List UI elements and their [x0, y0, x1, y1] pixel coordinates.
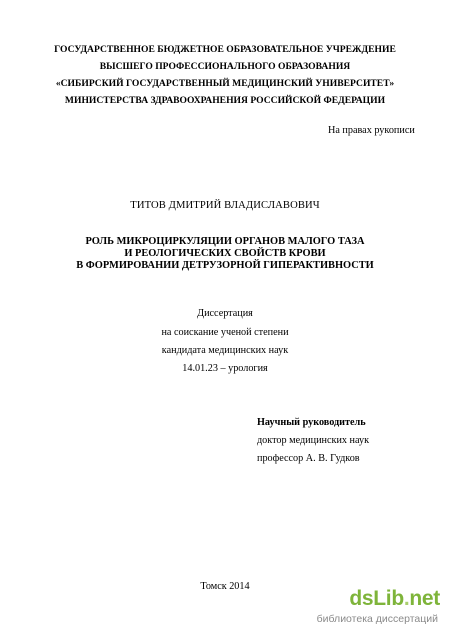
author-name: ТИТОВ ДМИТРИЙ ВЛАДИСЛАВОВИЧ	[130, 200, 320, 211]
city-year: Томск 2014	[200, 581, 250, 592]
institution-line-1: ГОСУДАРСТВЕННОЕ БЮДЖЕТНОЕ ОБРАЗОВАТЕЛЬНОЕ УЧРЕЖДЕНИЕ	[54, 44, 396, 55]
watermark-subtitle: библиотека диссертаций	[316, 613, 438, 625]
title-line-2: И РЕОЛОГИЧЕСКИХ СВОЙСТВ КРОВИ	[124, 248, 326, 259]
supervisor-label: Научный руководитель	[257, 417, 366, 428]
logo-brand-main: dsLib	[349, 587, 404, 610]
title-line-1: РОЛЬ МИКРОЦИРКУЛЯЦИИ ОРГАНОВ МАЛОГО ТАЗА	[85, 236, 365, 247]
institution-line-4: МИНИСТЕРСТВА ЗДРАВООХРАНЕНИЯ РОССИЙСКОЙ ФЕДЕРАЦИИ	[64, 95, 386, 106]
logo-brand-dot: .	[403, 587, 410, 610]
dissertation-degree-line: на соискание ученой степени	[161, 327, 289, 338]
watermark	[304, 586, 444, 632]
dissertation-field-line: кандидата медицинских наук	[161, 345, 289, 356]
institution-line-2: ВЫСШЕГО ПРОФЕССИОНАЛЬНОГО ОБРАЗОВАНИЯ	[99, 61, 351, 72]
supervisor-degree: доктор медицинских наук	[257, 435, 370, 446]
title-line-3: В ФОРМИРОВАНИИ ДЕТРУЗОРНОЙ ГИПЕРАКТИВНОСТИ	[76, 260, 374, 271]
dissertation-label: Диссертация	[197, 308, 253, 319]
institution-line-3: «СИБИРСКИЙ ГОСУДАРСТВЕННЫЙ МЕДИЦИНСКИЙ УНИВЕРСИТЕТ»	[55, 78, 395, 89]
dissertation-specialty-line: 14.01.23 – урология	[182, 363, 268, 374]
supervisor-name: профессор А. В. Гудков	[257, 453, 360, 464]
dslib-logo	[349, 586, 440, 612]
manuscript-note: На правах рукописи	[328, 125, 415, 136]
logo-brand-tld: net	[409, 587, 440, 610]
